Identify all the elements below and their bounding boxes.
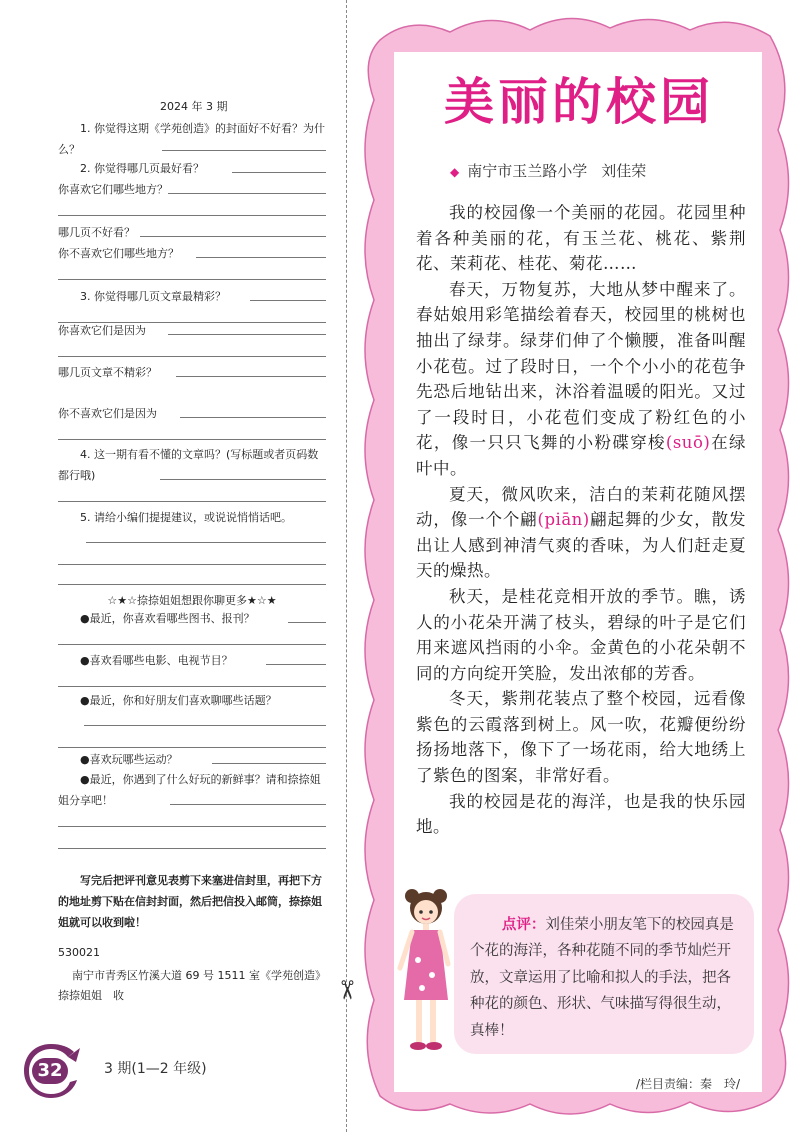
girl-illustration-icon [390,880,460,1060]
pinyin-annotation: (suō) [665,433,711,453]
question-1: 1. 你觉得这期《学苑创造》的封面好不好看？为什么？ [58,122,325,156]
article-byline [450,160,646,181]
answer-line[interactable] [86,542,326,543]
page-number: 32 [32,1058,68,1084]
paragraph-1: 我的校园像一个美丽的花园。花园里种着各种美丽的花，有玉兰花、桃花、紫荆花、茉莉花、桂花、菊花…… [416,203,746,274]
question-4: 4. 这一期有看不懂的文章吗？(写标题或者页码数都行哦) [58,448,319,482]
answer-line[interactable] [162,150,326,151]
author-name: 刘佳荣 [601,162,647,180]
paragraph-2 [416,277,746,482]
pinyin-annotation: (piān) [537,510,590,530]
question-3c: 你不喜欢它们是因为 [58,407,157,420]
answer-line[interactable] [180,417,326,418]
school-name: 南宁市玉兰路小学 [467,162,588,180]
answer-line[interactable] [58,584,326,585]
answer-line[interactable] [58,279,326,280]
answer-line[interactable] [84,725,326,726]
article-body [416,200,746,840]
answer-line[interactable] [58,747,326,748]
question-5: 5. 请给小编们提提建议，或说说悄悄话吧。 [80,511,292,524]
question-3a: 你喜欢它们是因为 [58,324,146,337]
comment-label: 点评： [501,916,546,933]
issue-grade: 3 期(1—2 年级) [104,1061,207,1077]
answer-line[interactable] [168,193,326,194]
answer-line[interactable] [58,564,326,565]
answer-line[interactable] [58,644,326,645]
answer-line[interactable] [160,479,326,480]
paragraph-5: 冬天，紫荆花装点了整个校园，远看像紫色的云霞落到树上。风一吹，花瓣便纷纷扬扬地落下，像下了一场花雨，给大地绣上了紫色的图案，非常好看。 [416,689,746,786]
chat-question-4: ●喜欢玩哪些运动？ [80,753,178,766]
answer-line[interactable] [140,236,326,237]
answer-line[interactable] [176,376,326,377]
question-3: 3. 你觉得哪几页文章最精彩？ [80,290,226,303]
page-number-badge [20,1040,80,1100]
chat-title: ☆★☆捺捺姐姐想跟你聊更多★☆★ [107,594,277,607]
answer-line[interactable] [58,501,326,502]
answer-line[interactable] [250,300,326,301]
answer-line[interactable] [58,439,326,440]
article-title: 美丽的校园 [444,72,714,131]
diamond-icon: ◆ [450,165,460,179]
chat-question-1: ●最近，你喜欢看哪些图书、报刊？ [80,612,255,625]
issue-label: 2024 年 3 期 [160,100,228,113]
answer-line[interactable] [288,622,326,623]
mailing-instructions: 写完后把评刊意见表剪下来塞进信封里，再把下方的地址剪下贴在信封封面，然后把信投入邮筒，捺捺姐姐就可以收到啦！ [58,874,322,929]
comment-text [470,912,734,1044]
answer-line[interactable] [58,826,326,827]
paragraph-4: 秋天，是桂花竞相开放的季节。瞧，诱人的小花朵开满了枝头，碧绿的叶子是它们用来遮风挡雨的小伞。金黄色的小花朵朝不同的方向绽开笑脸，发出浓郁的芳香。 [416,586,746,683]
answer-line[interactable] [58,215,326,216]
chat-question-3: ●最近，你和好朋友们喜欢聊哪些话题？ [80,694,277,707]
comment-body: 刘佳荣小朋友笔下的校园真是个花的海洋，各种花随不同的季节灿烂开放，文章运用了比喻和拟人的手法，把各种花的颜色、形状、气味描写得很生动，真棒！ [470,917,734,1039]
question-3b: 哪几页文章不精彩？ [58,366,157,379]
question-2b: 哪几页不好看？ [58,226,135,239]
answer-line[interactable] [196,257,326,258]
paragraph-3-text: 夏天，微风吹来，洁白的茉莉花随风摆动，像一个个翩 [416,484,746,530]
paragraph-2-end: 在绿叶中。 [416,433,747,478]
zip-code: 530021 [58,946,100,959]
chat-question-2: ●喜欢看哪些电影、电视节目？ [80,654,233,667]
answer-line[interactable] [168,334,326,335]
cut-line [346,0,347,1132]
answer-line[interactable] [232,172,326,173]
editor-credit: /栏目责编：秦 玲/ [636,1077,741,1091]
question-2a: 你喜欢它们哪些地方？ [58,183,168,196]
paragraph-3 [416,482,746,584]
answer-line[interactable] [58,686,326,687]
paragraph-6: 我的校园是花的海洋，也是我的快乐园地。 [416,791,746,837]
paragraph-2-text: 春天，万物复苏，大地从梦中醒来了。春姑娘用彩笔描绘着春天，校园里的桃树也抽出了绿芽。绿芽们伸了个懒腰，准备叫醒小花苞。过了段时日，一个个小小的花苞争先恐后地钻出来，沐浴着温暖的阳光。又过了一段时日，小花苞们变成了粉红色的小花，像一只只飞舞的小粉碟穿梭 [416,279,746,453]
answer-line[interactable] [266,664,326,665]
question-2c: 你不喜欢它们哪些地方？ [58,247,179,260]
answer-line[interactable] [58,848,326,849]
answer-line[interactable] [58,356,326,357]
scissors-icon: ✂ [330,979,361,1001]
question-2: 2. 你觉得哪几页最好看？ [80,162,204,175]
chat-question-5: ●最近，你遇到了什么好玩的新鲜事？请和捺捺姐姐分享吧！ [58,773,321,807]
answer-line[interactable] [212,763,326,764]
survey-form [0,0,345,1132]
mailing-address: 南宁市青秀区竹溪大道 69 号 1511 室《学苑创造》 捺捺姐姐 收 [58,969,326,1002]
paragraph-3-end: 翩起舞的少女，散发出让人感到神清气爽的香味，为人们赶走夏天的燥热。 [416,510,747,581]
answer-line[interactable] [170,804,326,805]
